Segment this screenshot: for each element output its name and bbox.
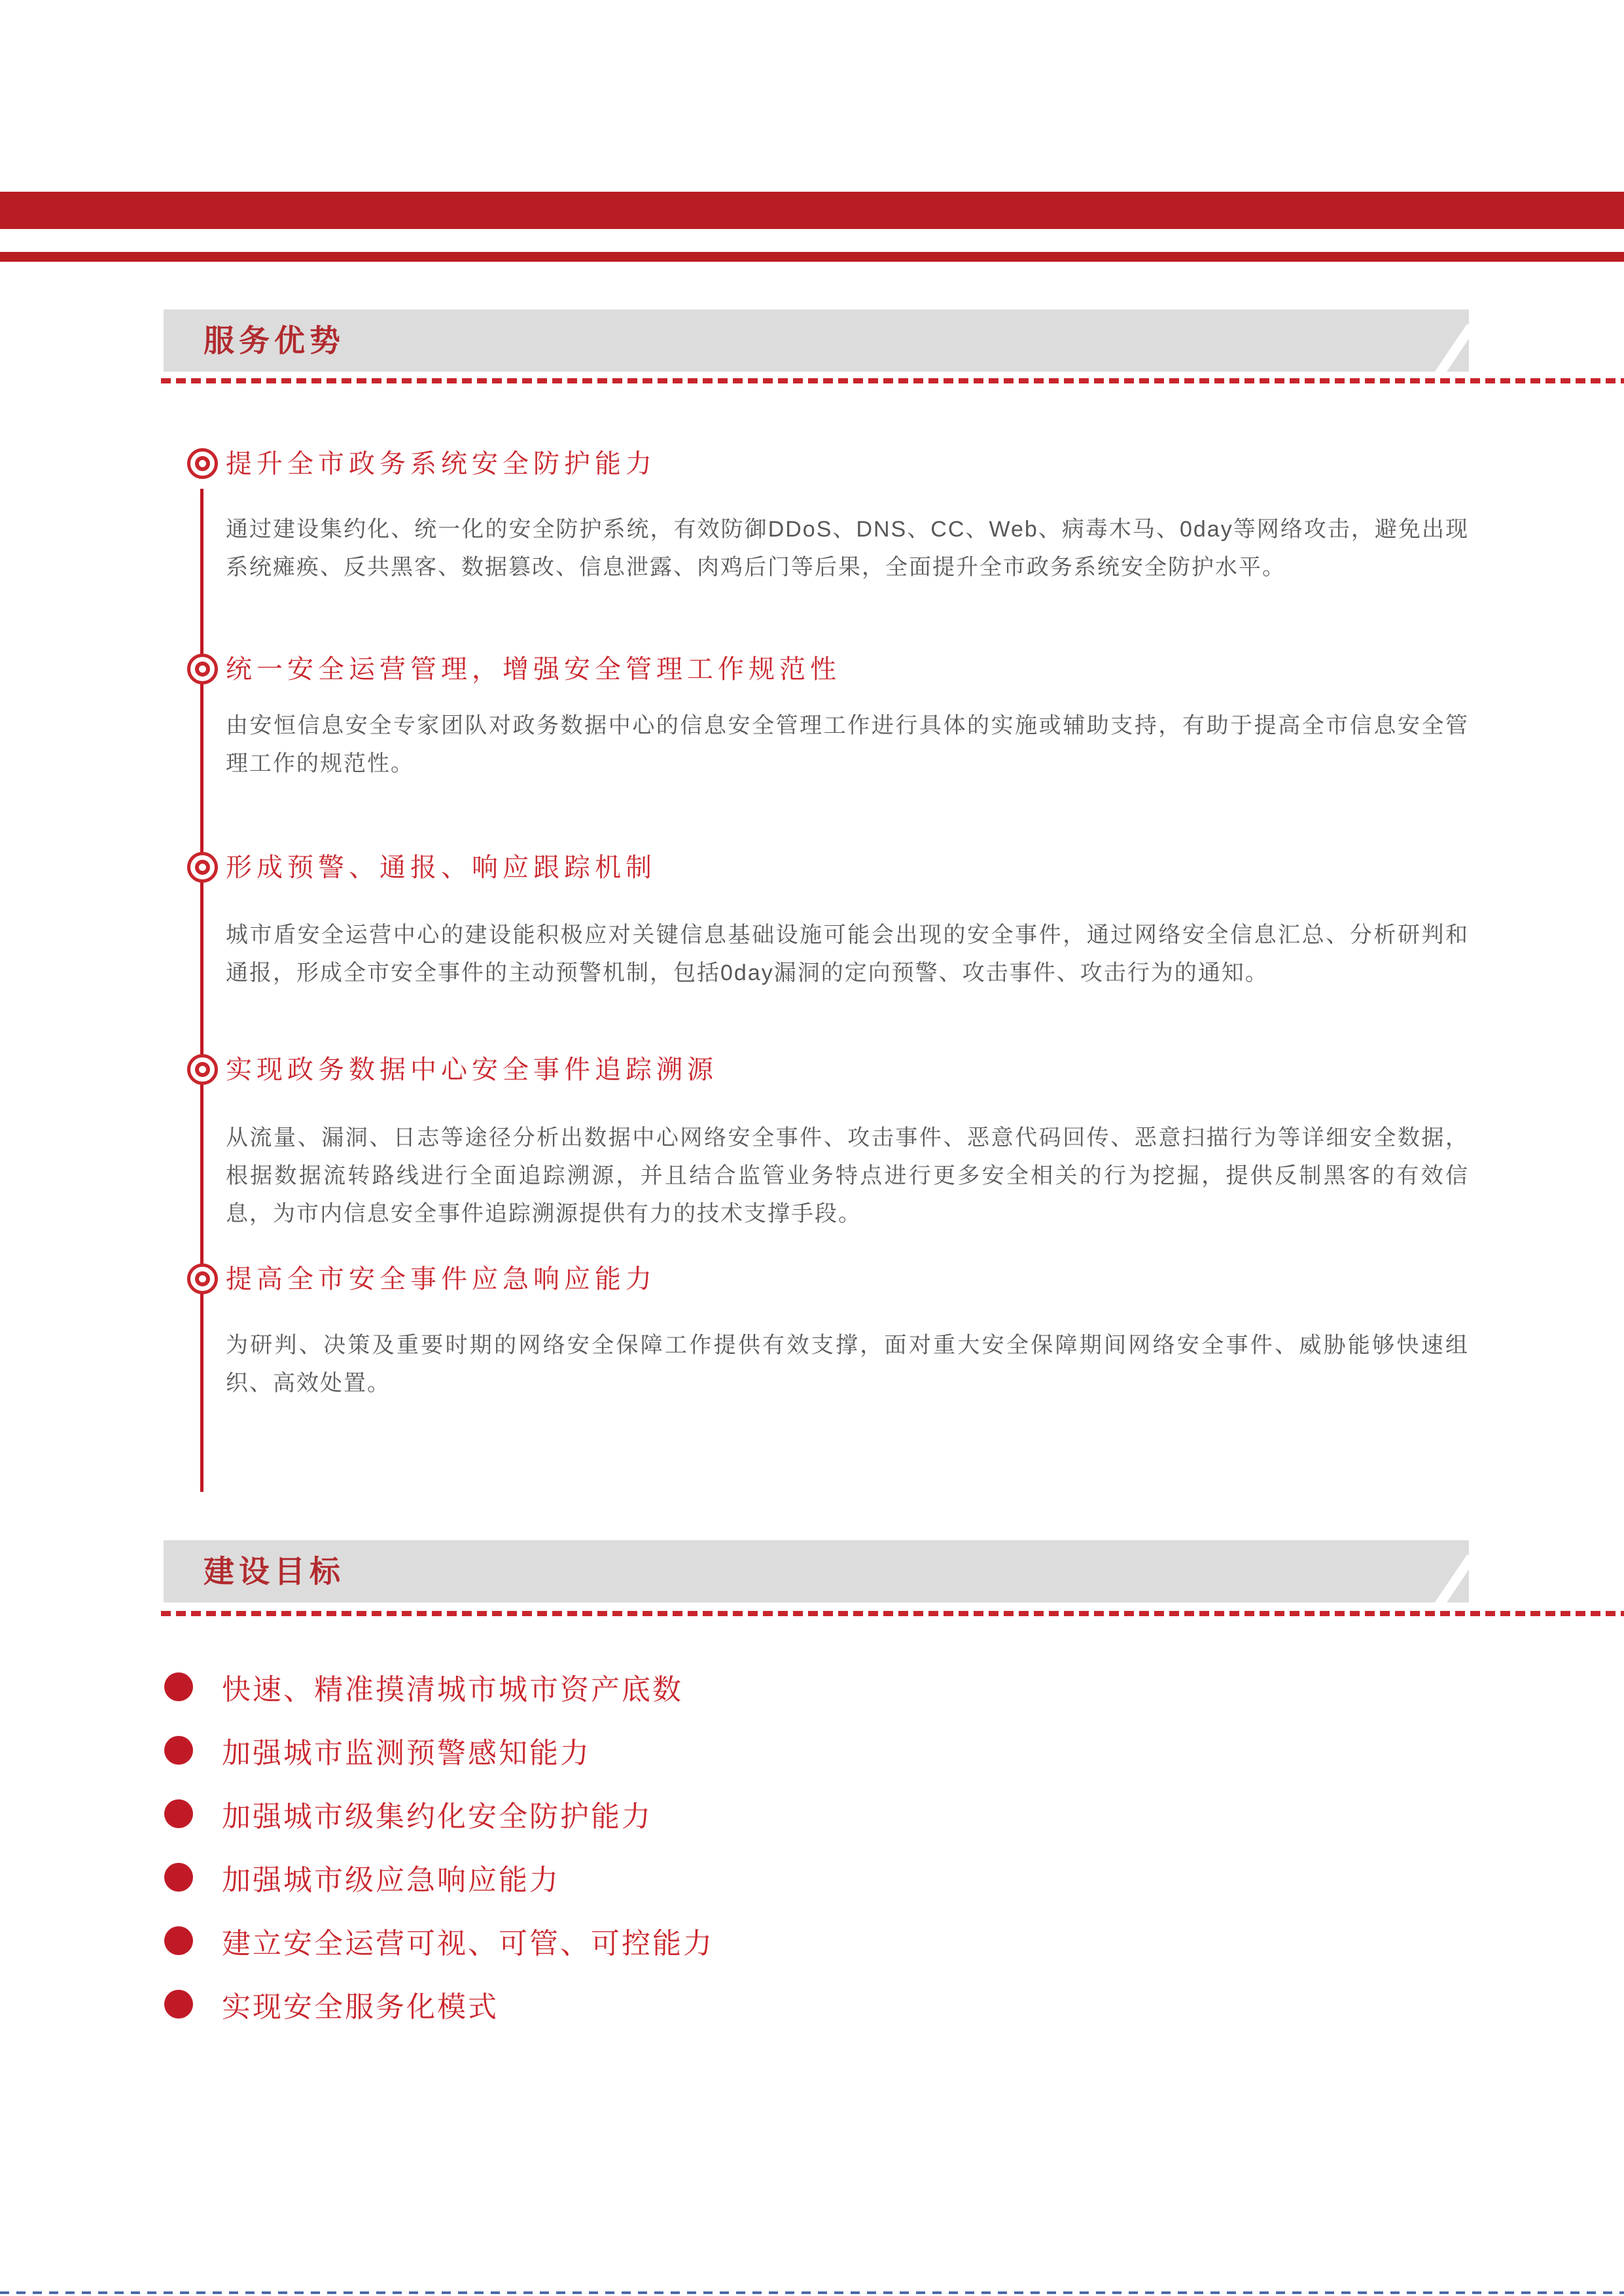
advantage-body: 为研判、决策及重要时期的网络安全保障工作提供有效支撑，面对重大安全保障期间网络安全事件、威胁能够快速组织、高效处置。 bbox=[226, 1333, 1469, 1396]
goal-label: 加强城市级应急响应能力 bbox=[222, 1864, 560, 1896]
dot-icon bbox=[164, 1736, 193, 1765]
red-dashed-divider bbox=[161, 378, 1624, 383]
goal-label: 加强城市监测预警感知能力 bbox=[222, 1737, 591, 1769]
dot-icon bbox=[164, 1672, 193, 1701]
section-header-advantages bbox=[164, 309, 1469, 372]
goal-item bbox=[164, 1670, 683, 1704]
target-icon-inner bbox=[195, 1062, 210, 1077]
dot-icon bbox=[164, 1926, 193, 1955]
advantage-title: 提升全市政务系统安全防护能力 bbox=[226, 450, 656, 478]
dot-icon bbox=[164, 1863, 193, 1892]
section-header-title: 建设目标 bbox=[203, 1554, 345, 1589]
advantage-body: 由安恒信息安全专家团队对政务数据中心的信息安全管理工作进行具体的实施或辅助支持，有助于提高全市信息安全管理工作的规范性。 bbox=[226, 713, 1469, 776]
target-icon bbox=[187, 448, 218, 479]
goal-item bbox=[164, 1733, 591, 1767]
goal-item bbox=[164, 1924, 714, 1958]
target-icon-inner bbox=[195, 456, 210, 471]
target-icon bbox=[187, 654, 218, 684]
goal-item bbox=[164, 1860, 560, 1894]
section-header-title: 服务优势 bbox=[203, 323, 345, 358]
target-icon bbox=[187, 852, 218, 883]
target-icon-inner bbox=[195, 1271, 210, 1286]
goal-label: 快速、精准摸清城市城市资产底数 bbox=[222, 1674, 683, 1706]
goal-item bbox=[164, 1987, 499, 2021]
advantage-title: 提高全市安全事件应急响应能力 bbox=[226, 1265, 656, 1294]
section-header-goals bbox=[164, 1540, 1469, 1602]
top-red-bar-thin bbox=[0, 252, 1624, 262]
page-break-dashed-line bbox=[0, 2291, 1624, 2294]
advantage-body: 通过建设集约化、统一化的安全防护系统，有效防御DDoS、DNS、CC、Web、病毒木马、0day等网络攻击，避免出现系统瘫痪、反共黑客、数据篡改、信息泄露、肉鸡后门等后果，全面提升全市政务系统安全防护水平。 bbox=[226, 517, 1469, 580]
dot-icon bbox=[164, 1990, 193, 2019]
dot-icon bbox=[164, 1799, 193, 1828]
target-icon-inner bbox=[195, 662, 210, 677]
top-red-bar bbox=[0, 192, 1624, 229]
advantage-body: 从流量、漏洞、日志等途径分析出数据中心网络安全事件、攻击事件、恶意代码回传、恶意扫描行为等详细安全数据，根据数据流转路线进行全面追踪溯源，并且结合监管业务特点进行更多安全相关的行为挖掘，提供反制黑客的有效信息，为市内信息安全事件追踪溯源提供有力的技术支撑手段。 bbox=[226, 1125, 1469, 1226]
target-icon bbox=[187, 1054, 218, 1085]
advantage-body: 城市盾安全运营中心的建设能积极应对关键信息基础设施可能会出现的安全事件，通过网络安全信息汇总、分析研判和通报，形成全市安全事件的主动预警机制，包括0day漏洞的定向预警、攻击事件、攻击行为的通知。 bbox=[226, 923, 1469, 985]
advantage-title: 统一安全运营管理，增强安全管理工作规范性 bbox=[226, 655, 841, 684]
advantage-title: 实现政务数据中心安全事件追踪溯源 bbox=[226, 1055, 718, 1084]
section-spine-line bbox=[200, 489, 203, 1492]
target-icon-inner bbox=[195, 860, 210, 875]
goal-item bbox=[164, 1797, 652, 1831]
goal-label: 实现安全服务化模式 bbox=[222, 1991, 499, 2023]
red-dashed-divider bbox=[161, 1611, 1624, 1616]
target-icon bbox=[187, 1263, 218, 1294]
goal-label: 建立安全运营可视、可管、可控能力 bbox=[222, 1928, 714, 1960]
advantage-title: 形成预警、通报、响应跟踪机制 bbox=[226, 853, 656, 882]
goal-label: 加强城市级集约化安全防护能力 bbox=[222, 1801, 652, 1833]
